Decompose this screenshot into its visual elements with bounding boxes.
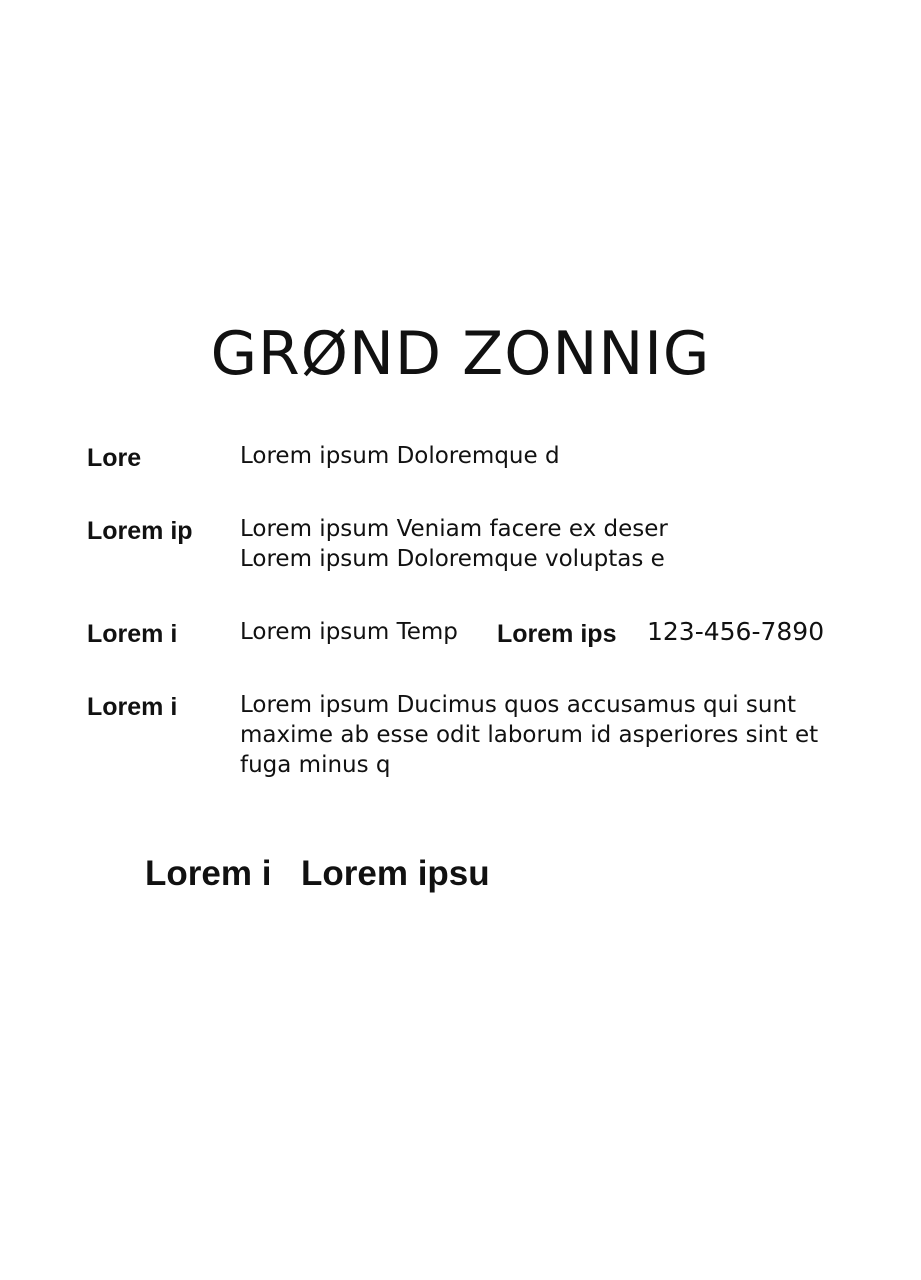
- footer-label-right: Lorem ipsu: [301, 854, 490, 893]
- row-label: Lorem i: [87, 693, 178, 721]
- row-value-line-2: Lorem ipsum Doloremque voluptas e: [240, 546, 665, 572]
- row-value: Lorem ipsum Temp: [240, 619, 458, 645]
- row-value: Lorem ipsum Ducimus quos accusamus qui sunt maxime ab esse odit laborum id asperiores sint et fuga minus q: [240, 692, 819, 778]
- phone-number: 123-456-7890: [647, 617, 825, 646]
- page-title: GRØND ZONNIG: [210, 319, 711, 389]
- row-value-line-1: Lorem ipsum Veniam facere ex deser: [240, 516, 668, 542]
- row-label: Lorem i: [87, 620, 178, 648]
- footer-label-left: Lorem i: [145, 854, 272, 893]
- row-value: Lorem ipsum Doloremque d: [240, 443, 560, 469]
- row-label: Lore: [87, 444, 142, 472]
- phone-label: Lorem ips: [497, 620, 617, 648]
- row-label: Lorem ip: [87, 517, 193, 545]
